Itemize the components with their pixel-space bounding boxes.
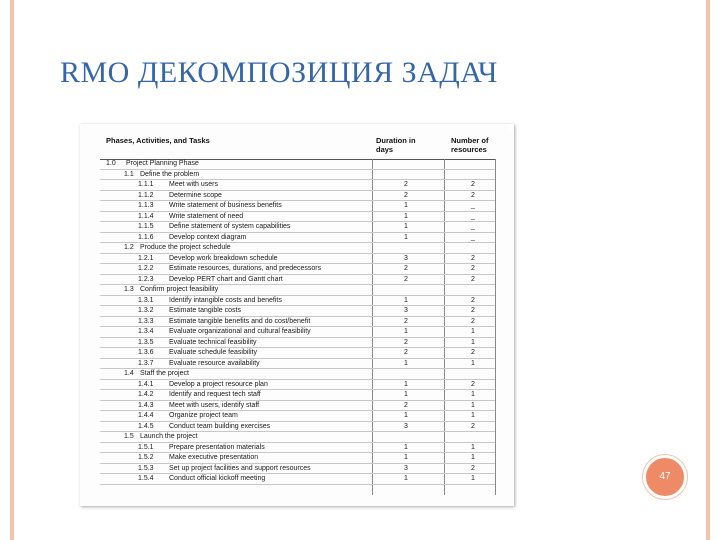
task-name: Prepare presentation materials xyxy=(169,443,265,451)
table-row xyxy=(100,348,495,359)
task-number: 1.3.3 xyxy=(138,317,154,325)
resources-cell: 1 xyxy=(471,443,475,451)
resources-cell: 2 xyxy=(471,380,475,388)
duration-cell: 2 xyxy=(404,338,408,346)
task-number: 1.3.1 xyxy=(138,296,154,304)
task-name: Identify intangible costs and benefits xyxy=(169,296,282,304)
resources-cell: 1 xyxy=(471,338,475,346)
duration-cell: 3 xyxy=(404,254,408,262)
duration-cell: 2 xyxy=(404,191,408,199)
table-row xyxy=(100,212,495,223)
task-name: Identify and request tech staff xyxy=(169,391,261,398)
task-name: Meet with users, identify staff xyxy=(169,401,260,409)
task-name: Develop context diagram xyxy=(169,233,247,241)
header-resources: Number of resources xyxy=(451,136,489,154)
duration-cell: 1 xyxy=(404,380,408,388)
task-name: Evaluate organizational and cultural feasibility xyxy=(169,328,311,335)
task-name: Conduct official kickoff meeting xyxy=(169,475,266,482)
column-divider-right xyxy=(495,159,496,495)
duration-cell: 1 xyxy=(404,212,408,220)
table-row xyxy=(100,233,495,244)
duration-cell: 2 xyxy=(404,275,408,283)
task-name: Launch the project xyxy=(140,433,198,440)
resources-cell: 1 xyxy=(471,454,475,461)
task-number: 1.0 xyxy=(106,160,116,167)
resources-cell: 1 xyxy=(471,328,475,335)
duration-cell: 1 xyxy=(404,296,408,304)
resources-cell: 2 xyxy=(471,191,475,199)
task-number: 1.2.3 xyxy=(138,275,154,283)
table-row xyxy=(100,275,495,286)
task-number: 1.4.1 xyxy=(138,380,154,388)
resources-cell: 1 xyxy=(471,359,475,367)
task-number: 1.2.1 xyxy=(138,254,154,262)
task-name: Estimate resources, durations, and predecessors xyxy=(169,265,322,272)
table-row xyxy=(100,306,495,317)
table-row xyxy=(100,180,495,191)
duration-cell: 2 xyxy=(404,401,408,409)
resources-cell: _ xyxy=(471,223,475,230)
resources-cell: _ xyxy=(471,212,475,220)
resources-cell: 2 xyxy=(471,422,475,430)
table-row xyxy=(100,254,495,265)
resources-cell: 2 xyxy=(471,275,475,283)
resources-cell: 2 xyxy=(471,296,475,304)
task-number: 1.4.4 xyxy=(138,412,154,419)
task-number: 1.5.4 xyxy=(138,475,154,482)
task-number: 1.2 xyxy=(124,244,134,251)
task-name: Define the problem xyxy=(140,170,200,178)
task-name: Develop PERT chart and Gantt chart xyxy=(169,275,283,283)
table-row xyxy=(100,401,495,412)
table-row xyxy=(100,327,495,338)
task-name: Make executive presentation xyxy=(169,454,259,461)
duration-cell: 3 xyxy=(404,307,408,314)
page-number-badge: 47 xyxy=(643,455,687,499)
task-name: Confirm project feasibility xyxy=(140,286,219,293)
task-name: Staff the project xyxy=(140,370,189,377)
table-row xyxy=(100,411,495,422)
task-number: 1.5.3 xyxy=(138,464,154,472)
task-name: Develop a project resource plan xyxy=(169,380,268,388)
resources-cell: _ xyxy=(471,202,475,209)
task-name: Develop work breakdown schedule xyxy=(169,254,278,262)
resources-cell: 1 xyxy=(471,475,475,482)
table-row xyxy=(100,390,495,401)
duration-cell: 1 xyxy=(404,412,408,419)
task-number: 1.3.4 xyxy=(138,328,154,335)
duration-cell: 1 xyxy=(404,223,408,230)
task-number: 1.1.2 xyxy=(138,191,154,199)
duration-cell: 1 xyxy=(404,328,408,335)
task-name: Set up project facilities and support resources xyxy=(169,464,311,472)
resources-cell: 2 xyxy=(471,349,475,356)
table-row xyxy=(100,159,495,170)
duration-cell: 1 xyxy=(404,233,408,241)
task-number: 1.1.6 xyxy=(138,233,154,241)
resources-cell: 2 xyxy=(471,307,475,314)
task-name: Organize project team xyxy=(169,412,238,419)
task-name: Estimate tangible benefits and do cost/benefit xyxy=(169,317,311,325)
task-name: Evaluate resource availability xyxy=(169,359,260,367)
task-number: 1.1.4 xyxy=(138,212,154,220)
header-duration: Duration in days xyxy=(376,136,416,154)
table-header xyxy=(100,132,495,160)
table-row xyxy=(100,380,495,391)
table-row xyxy=(100,296,495,307)
table-row xyxy=(100,474,495,485)
task-name: Determine scope xyxy=(169,191,222,199)
task-number: 1.3 xyxy=(124,286,134,293)
task-name: Project Planning Phase xyxy=(126,160,199,167)
task-name: Conduct team building exercises xyxy=(169,422,271,430)
table-row xyxy=(100,453,495,464)
task-number: 1.4.3 xyxy=(138,401,154,409)
resources-cell: 2 xyxy=(471,254,475,262)
header-tasks: Phases, Activities, and Tasks xyxy=(106,136,210,145)
duration-cell: 1 xyxy=(404,443,408,451)
table-row xyxy=(100,285,495,296)
task-number: 1.5 xyxy=(124,433,134,440)
task-number: 1.5.2 xyxy=(138,454,154,461)
table-row xyxy=(100,464,495,475)
page-fold-corner xyxy=(504,124,514,134)
task-number: 1.4.5 xyxy=(138,422,154,430)
table-row xyxy=(100,191,495,202)
table-row xyxy=(100,170,495,181)
duration-cell: 1 xyxy=(404,475,408,482)
task-number: 1.3.2 xyxy=(138,307,154,314)
table-row xyxy=(100,338,495,349)
resources-cell: 2 xyxy=(471,317,475,325)
resources-cell: 2 xyxy=(471,464,475,472)
duration-cell: 3 xyxy=(404,464,408,472)
task-number: 1.4.2 xyxy=(138,391,154,398)
resources-cell: 1 xyxy=(471,391,475,398)
table-row xyxy=(100,264,495,275)
duration-cell: 2 xyxy=(404,181,408,188)
task-table-image xyxy=(80,124,514,506)
table-row xyxy=(100,201,495,212)
task-number: 1.5.1 xyxy=(138,443,154,451)
table-row xyxy=(100,443,495,454)
task-number: 1.1.3 xyxy=(138,202,154,209)
task-number: 1.1.5 xyxy=(138,223,154,230)
duration-cell: 3 xyxy=(404,422,408,430)
duration-cell: 1 xyxy=(404,454,408,461)
task-number: 1.3.7 xyxy=(138,359,154,367)
task-name: Write statement of business benefits xyxy=(169,202,282,209)
duration-cell: 2 xyxy=(404,349,408,356)
resources-cell: _ xyxy=(471,233,475,241)
task-name: Write statement of need xyxy=(169,212,244,220)
task-number: 1.3.5 xyxy=(138,338,154,346)
table-row xyxy=(100,432,495,443)
slide-title: RMO ДЕКОМПОЗИЦИЯ ЗАДАЧ xyxy=(60,56,498,89)
resources-cell: 1 xyxy=(471,412,475,419)
slide-frame-right xyxy=(706,0,710,540)
duration-cell: 2 xyxy=(404,265,408,272)
duration-cell: 1 xyxy=(404,391,408,398)
task-number: 1.3.6 xyxy=(138,349,154,356)
task-name: Meet with users xyxy=(169,181,219,188)
task-name: Define statement of system capabilities xyxy=(169,223,291,230)
task-name: Evaluate technical feasibility xyxy=(169,338,257,346)
task-number: 1.1.1 xyxy=(138,181,154,188)
duration-cell: 1 xyxy=(404,202,408,209)
resources-cell: 2 xyxy=(471,265,475,272)
task-name: Evaluate schedule feasibility xyxy=(169,349,257,356)
slide-frame-left xyxy=(10,0,14,540)
table-row xyxy=(100,422,495,433)
task-number: 1.2.2 xyxy=(138,265,154,272)
duration-cell: 2 xyxy=(404,317,408,325)
table-row xyxy=(100,222,495,233)
table-row xyxy=(100,369,495,380)
table-row xyxy=(100,317,495,328)
table-row xyxy=(100,243,495,254)
table-body xyxy=(100,159,495,485)
resources-cell: 2 xyxy=(471,181,475,188)
duration-cell: 1 xyxy=(404,359,408,367)
task-name: Produce the project schedule xyxy=(140,244,231,251)
table-row xyxy=(100,359,495,370)
task-name: Estimate tangible costs xyxy=(169,307,241,314)
task-number: 1.4 xyxy=(124,370,134,377)
task-number: 1.1 xyxy=(124,170,134,178)
resources-cell: 1 xyxy=(471,401,475,409)
